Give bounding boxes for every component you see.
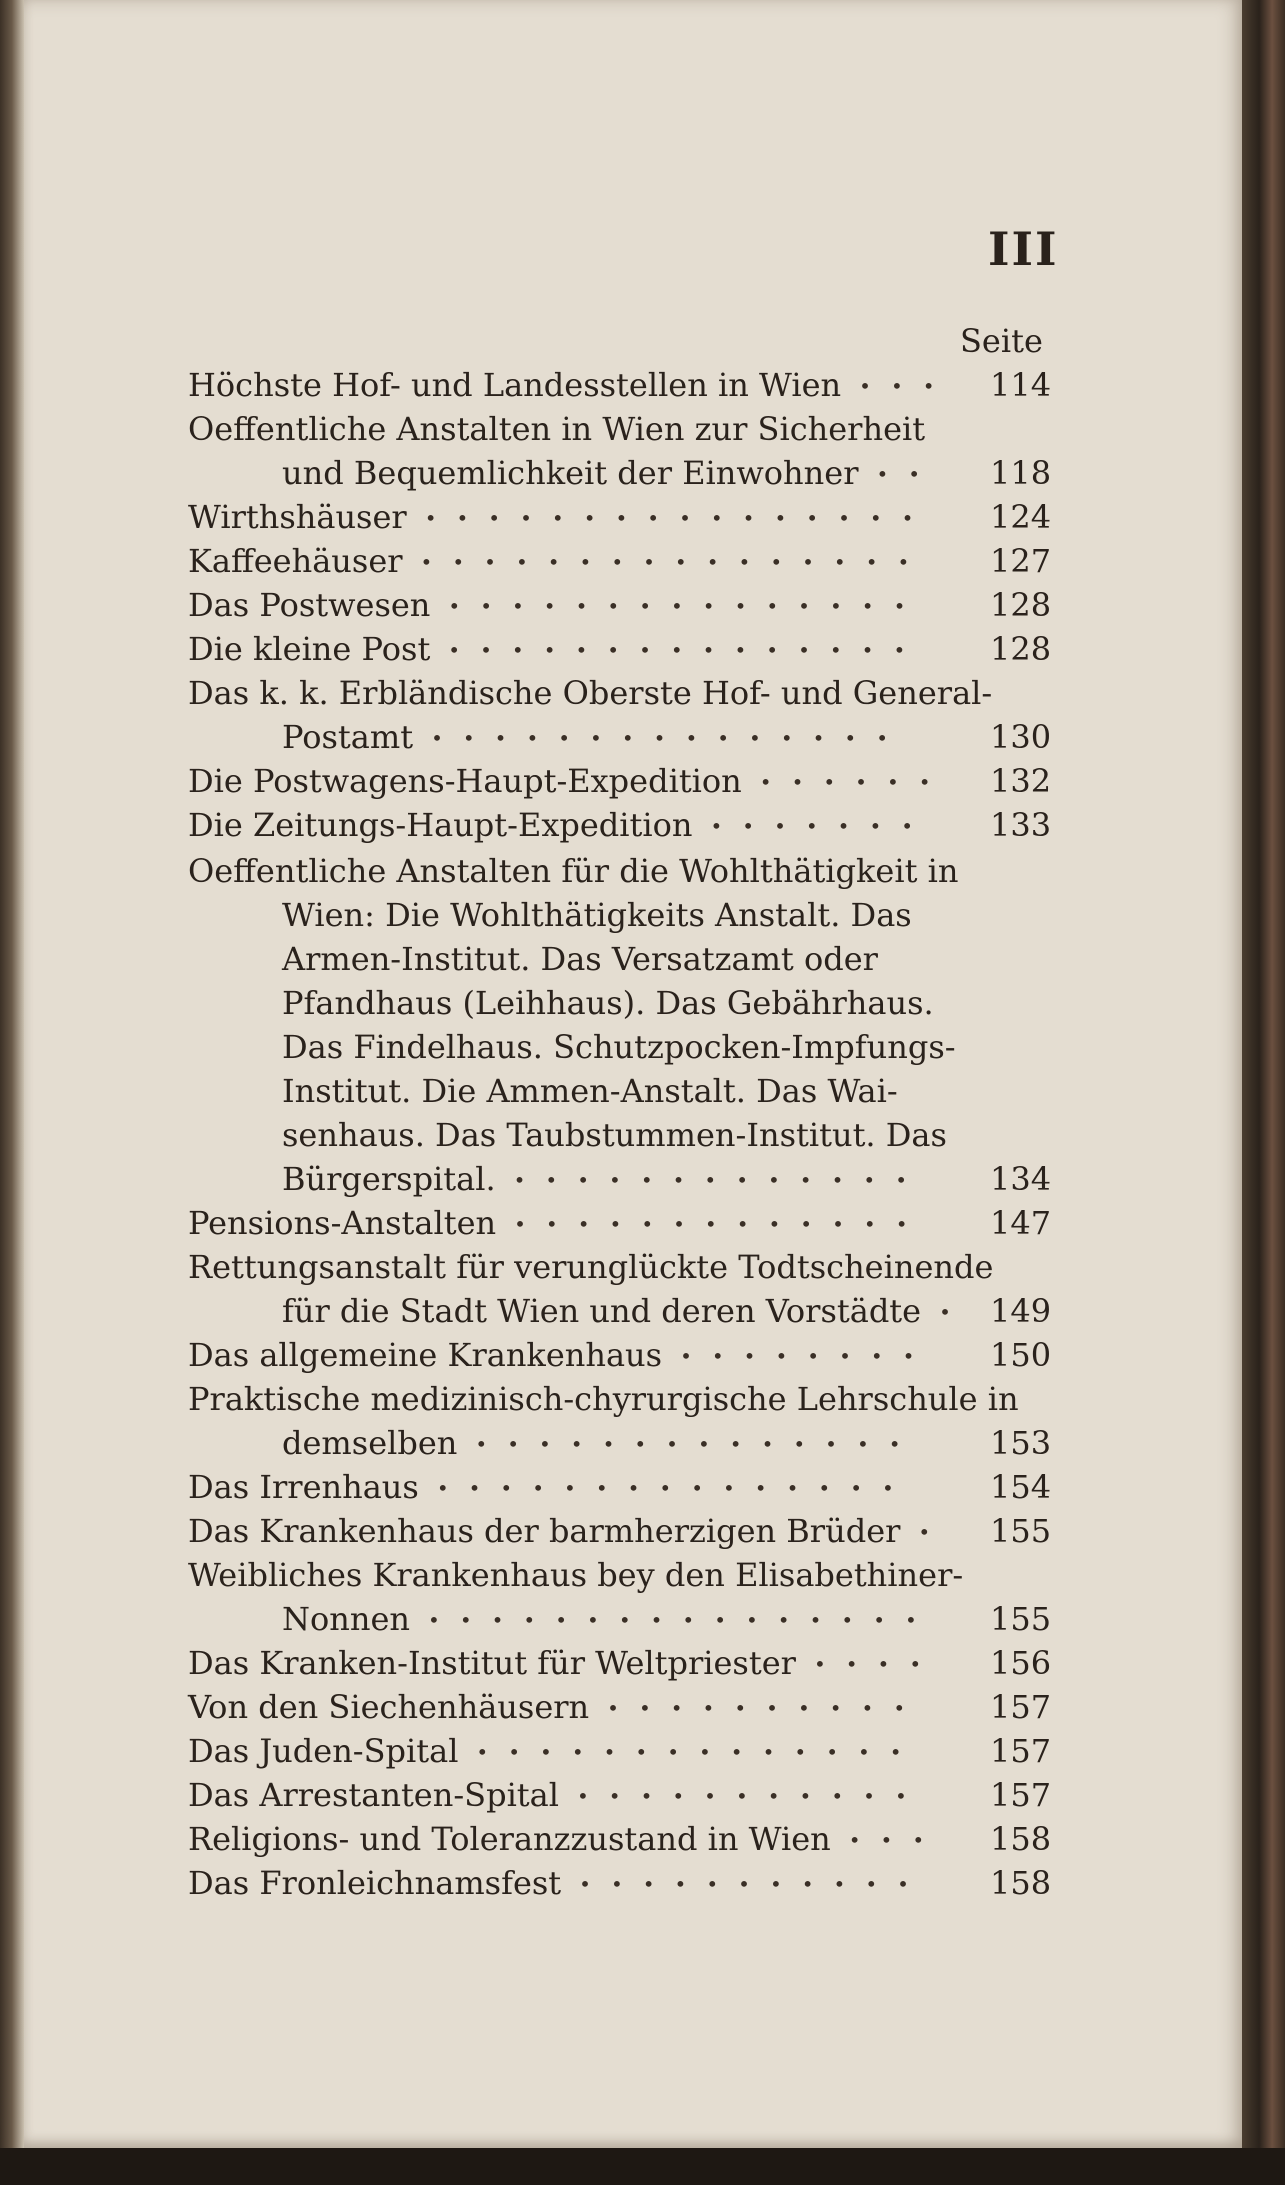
toc-entry-title: Rettungsanstalt für verunglückte Todtscheinende [188, 1248, 994, 1286]
toc-line [0, 366, 1285, 408]
toc-line [0, 586, 1285, 628]
toc-line [0, 1512, 1285, 1554]
leader-dots: ••••••••••••••• [436, 1476, 914, 1500]
toc-entry-title: Das allgemeine Krankenhaus [188, 1336, 663, 1374]
toc-page-number: 153 [990, 1424, 1052, 1462]
leader-dots: •••••••••••••• [476, 1740, 922, 1764]
toc-line [0, 1644, 1285, 1686]
leader-dots: ••••••••••••• [513, 1168, 927, 1192]
toc-page-number: 127 [990, 542, 1052, 580]
toc-page-number: 132 [990, 762, 1052, 800]
toc-line [0, 1864, 1285, 1906]
toc-page-number: 147 [990, 1204, 1052, 1242]
toc-entry-continuation: und Bequemlichkeit der Einwohner [282, 454, 859, 492]
toc-line [0, 1336, 1285, 1378]
toc-page-number: 157 [990, 1688, 1052, 1726]
toc-page-number: 128 [990, 586, 1052, 624]
toc-page-number: 130 [990, 718, 1052, 756]
toc-page-number: 114 [990, 366, 1052, 404]
toc-page-number: 155 [990, 1600, 1052, 1638]
toc-entry-title: Pensions-Anstalten [188, 1204, 497, 1242]
toc-page-number: 157 [990, 1776, 1052, 1814]
leader-dots: ••• [859, 374, 955, 398]
toc-page-number: 118 [990, 454, 1052, 492]
toc-line [0, 1116, 1285, 1158]
toc-page-number: 158 [990, 1820, 1052, 1858]
toc-line [0, 896, 1285, 938]
toc-page-number: 134 [990, 1160, 1052, 1198]
page-folio: III [988, 222, 1059, 276]
toc-entry-continuation: demselben [282, 1424, 458, 1462]
toc-entry-title: Das Fronleichnamsfest [188, 1864, 562, 1902]
toc-entry-continuation: Postamt [282, 718, 414, 756]
toc-entry-continuation: Institut. Die Ammen-Anstalt. Das Wai- [282, 1072, 898, 1110]
leader-dots: •••••••• [680, 1344, 935, 1368]
toc-line [0, 542, 1285, 584]
leader-dots: ••••••••••••••• [431, 726, 909, 750]
toc-entry-title: Von den Siechenhäusern [188, 1688, 590, 1726]
toc-entry-title: Wirthshäuser [188, 498, 407, 536]
toc-entry-continuation: für die Stadt Wien und deren Vorstädte [282, 1292, 922, 1330]
page-bottom-edge [0, 2148, 1285, 2185]
toc-line [0, 1204, 1285, 1246]
leader-dots: ••••••• [710, 814, 934, 838]
toc-entry-title: Oeffentliche Anstalten für die Wohlthätigkeit in [188, 852, 959, 890]
toc-entry-title: Praktische medizinisch-chyrurgische Lehrschule in [188, 1380, 1019, 1418]
toc-line [0, 1556, 1285, 1598]
toc-entry-continuation: Bürgerspital. [282, 1160, 496, 1198]
toc-line [0, 410, 1285, 452]
toc-entry-title: Kaffeehäuser [188, 542, 403, 580]
leader-dots: •••••••••••••• [475, 1432, 921, 1456]
toc-page-number: 150 [990, 1336, 1052, 1374]
leader-dots: ••••••••••• [576, 1784, 927, 1808]
toc-entry-continuation: Armen-Institut. Das Versatzamt oder [282, 940, 878, 978]
leader-dots: • [918, 1520, 951, 1544]
toc-page-number: 149 [990, 1292, 1052, 1330]
toc-line [0, 940, 1285, 982]
leader-dots: •••••••••••••••• [424, 506, 934, 530]
toc-page-number: 133 [990, 806, 1052, 844]
toc-line [0, 1380, 1285, 1422]
toc-entry-continuation: senhaus. Das Taubstummen-Institut. Das [282, 1116, 947, 1154]
toc-entry-title: Das k. k. Erbländische Oberste Hof- und General- [188, 674, 993, 712]
leader-dots: ••••••••••• [579, 1872, 929, 1896]
toc-line [0, 1820, 1285, 1862]
toc-entry-title: Die kleine Post [188, 630, 431, 668]
toc-page-number: 157 [990, 1732, 1052, 1770]
toc-page-number: 158 [990, 1864, 1052, 1902]
toc-line [0, 454, 1285, 496]
toc-entry-continuation: Das Findelhaus. Schutzpocken-Impfungs- [282, 1028, 956, 1066]
leader-dots: ••••••••••••••• [448, 638, 926, 662]
toc-entry-title: Oeffentliche Anstalten in Wien zur Sicherheit [188, 410, 926, 448]
toc-line [0, 1424, 1285, 1466]
leader-dots: ••••••••••••• [514, 1212, 928, 1236]
toc-page-number: 155 [990, 1512, 1052, 1550]
toc-entry-title: Die Zeitungs-Haupt-Expedition [188, 806, 693, 844]
toc-line [0, 1028, 1285, 1070]
toc-entry-title: Höchste Hof- und Landesstellen in Wien [188, 366, 842, 404]
toc-line [0, 498, 1285, 540]
toc-entry-title: Das Kranken-Institut für Weltpriester [188, 1644, 796, 1682]
toc-page-number: 128 [990, 630, 1052, 668]
toc-line [0, 806, 1285, 848]
toc-line [0, 1160, 1285, 1202]
toc-line [0, 1248, 1285, 1290]
toc-entry-title: Das Juden-Spital [188, 1732, 459, 1770]
toc-line [0, 1468, 1285, 1510]
toc-entry-title: Das Postwesen [188, 586, 431, 624]
leader-dots: •••••••••••••••• [428, 1608, 937, 1632]
toc-line [0, 1732, 1285, 1774]
leader-dots: •••••••••••••••• [420, 550, 930, 574]
leader-dots: ••••••••••••••• [448, 594, 926, 618]
toc-entry-title: Das Irrenhaus [188, 1468, 419, 1506]
toc-page-number: 124 [990, 498, 1052, 536]
toc-line [0, 852, 1285, 894]
toc-line [0, 984, 1285, 1026]
toc-entry-continuation: Nonnen [282, 1600, 411, 1638]
leader-dots: •••• [813, 1652, 942, 1676]
toc-line [0, 1688, 1285, 1730]
toc-line [0, 762, 1285, 804]
toc-entry-title: Das Arrestanten-Spital [188, 1776, 559, 1814]
toc-entry-continuation: Pfandhaus (Leihhaus). Das Gebährhaus. [282, 984, 934, 1022]
toc-line [0, 630, 1285, 672]
toc-entry-title: Die Postwagens-Haupt-Expedition [188, 762, 742, 800]
toc-line [0, 1292, 1285, 1334]
toc-line [0, 1600, 1285, 1642]
page-column-header: Seite [960, 322, 1043, 360]
toc-entry-title: Das Krankenhaus der barmherzigen Brüder [188, 1512, 901, 1550]
leader-dots: ••• [848, 1828, 945, 1852]
toc-line [0, 1776, 1285, 1818]
toc-entry-title: Religions- und Toleranzzustand in Wien [188, 1820, 831, 1858]
toc-page-number: 156 [990, 1644, 1052, 1682]
leader-dots: •••••••••• [607, 1696, 926, 1720]
toc-entry-continuation: Wien: Die Wohlthätigkeits Anstalt. Das [282, 896, 912, 934]
leader-dots: •• [876, 462, 941, 486]
leader-dots: • [939, 1300, 971, 1324]
toc-line [0, 674, 1285, 716]
toc-entry-title: Weibliches Krankenhaus bey den Elisabethiner- [188, 1556, 964, 1594]
toc-line [0, 718, 1285, 760]
leader-dots: •••••• [759, 770, 951, 794]
toc-page-number: 154 [990, 1468, 1052, 1506]
toc-line [0, 1072, 1285, 1114]
